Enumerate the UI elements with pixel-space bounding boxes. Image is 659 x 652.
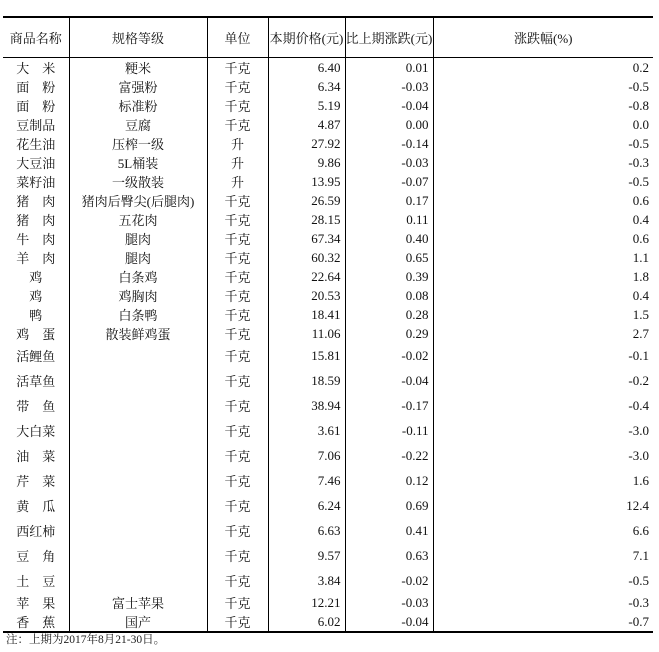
unit-cell: 千克: [207, 612, 268, 632]
table-row: [3, 172, 653, 191]
price-cell: 13.95: [268, 172, 345, 191]
unit-cell: 千克: [207, 191, 268, 210]
unit-cell: 千克: [207, 267, 268, 286]
item-name-cell: 带 鱼: [16, 399, 56, 414]
spec-cell: 腿肉: [69, 229, 207, 248]
spec-cell: 白条鸭: [69, 305, 207, 324]
change-cell: 0.11: [345, 210, 433, 229]
item-name-cell: 大白菜: [16, 424, 56, 439]
unit-cell: 千克: [207, 77, 268, 96]
price-cell: 3.61: [268, 418, 345, 443]
spec-cell: 压榨一级: [69, 134, 207, 153]
unit-cell: 升: [207, 134, 268, 153]
table-row: [3, 393, 653, 418]
change-pct-cell: -3.0: [433, 418, 653, 443]
change-cell: -0.03: [345, 77, 433, 96]
table-row: [3, 248, 653, 267]
spec-cell: [69, 493, 207, 518]
change-cell: -0.17: [345, 393, 433, 418]
item-name-cell: 面 粉: [16, 80, 56, 95]
change-pct-cell: -0.4: [433, 393, 653, 418]
table-row: [3, 267, 653, 286]
change-pct-cell: 1.6: [433, 468, 653, 493]
spec-cell: 标准粉: [69, 96, 207, 115]
price-cell: 6.40: [268, 58, 345, 78]
change-cell: 0.39: [345, 267, 433, 286]
change-pct-cell: 12.4: [433, 493, 653, 518]
spec-cell: 五花肉: [69, 210, 207, 229]
item-name-cell: 大 米: [16, 61, 56, 76]
unit-cell: 升: [207, 172, 268, 191]
spec-cell: [69, 443, 207, 468]
table-row: [3, 443, 653, 468]
change-cell: 0.01: [345, 58, 433, 78]
price-table: [3, 16, 653, 633]
item-name-cell: 鸡 蛋: [16, 327, 56, 342]
spec-cell: 富士苹果: [69, 593, 207, 612]
price-cell: 6.24: [268, 493, 345, 518]
unit-cell: 千克: [207, 229, 268, 248]
spec-cell: [69, 418, 207, 443]
change-pct-cell: -0.5: [433, 77, 653, 96]
change-pct-cell: -0.7: [433, 612, 653, 632]
item-name-cell: 羊 肉: [16, 251, 56, 266]
price-cell: 6.02: [268, 612, 345, 632]
price-cell: 9.57: [268, 543, 345, 568]
spec-cell: [69, 343, 207, 368]
price-cell: 5.19: [268, 96, 345, 115]
item-name-cell: 大豆油: [16, 156, 56, 171]
spec-cell: [69, 468, 207, 493]
unit-cell: 千克: [207, 443, 268, 468]
change-cell: -0.04: [345, 368, 433, 393]
price-cell: 15.81: [268, 343, 345, 368]
spec-cell: 5L桶装: [69, 153, 207, 172]
header-name: 商品名称: [3, 17, 69, 58]
table-row: [3, 96, 653, 115]
spec-cell: 一级散装: [69, 172, 207, 191]
table-body: [3, 58, 653, 633]
table-row: [3, 229, 653, 248]
table-row: [3, 58, 653, 78]
table-row: [3, 134, 653, 153]
spec-cell: 散装鲜鸡蛋: [69, 324, 207, 343]
table-row: [3, 418, 653, 443]
item-name-cell: 猪 肉: [16, 213, 56, 228]
item-name-cell: 土 豆: [16, 574, 56, 589]
change-cell: -0.11: [345, 418, 433, 443]
unit-cell: 千克: [207, 343, 268, 368]
unit-cell: 千克: [207, 368, 268, 393]
price-cell: 22.64: [268, 267, 345, 286]
unit-cell: 千克: [207, 248, 268, 267]
change-pct-cell: 6.6: [433, 518, 653, 543]
change-pct-cell: 2.7: [433, 324, 653, 343]
header-unit: 单位: [207, 17, 268, 58]
spec-cell: [69, 518, 207, 543]
change-cell: -0.02: [345, 343, 433, 368]
change-cell: 0.28: [345, 305, 433, 324]
change-pct-cell: -0.5: [433, 568, 653, 593]
item-name-cell: 苹 果: [16, 596, 56, 611]
unit-cell: 千克: [207, 418, 268, 443]
price-cell: 38.94: [268, 393, 345, 418]
price-cell: 3.84: [268, 568, 345, 593]
table-row: [3, 210, 653, 229]
price-cell: 28.15: [268, 210, 345, 229]
item-name-cell: 活草鱼: [16, 374, 56, 389]
change-cell: -0.14: [345, 134, 433, 153]
price-cell: 26.59: [268, 191, 345, 210]
price-cell: 18.41: [268, 305, 345, 324]
price-cell: 4.87: [268, 115, 345, 134]
item-name-cell: 鸡: [29, 270, 43, 285]
unit-cell: 千克: [207, 324, 268, 343]
spec-cell: 白条鸡: [69, 267, 207, 286]
table-row: [3, 343, 653, 368]
change-pct-cell: 0.6: [433, 229, 653, 248]
table-row: [3, 468, 653, 493]
change-cell: -0.03: [345, 593, 433, 612]
spec-cell: [69, 543, 207, 568]
unit-cell: 千克: [207, 286, 268, 305]
price-cell: 20.53: [268, 286, 345, 305]
item-name-cell: 香 蕉: [16, 615, 56, 630]
change-cell: -0.07: [345, 172, 433, 191]
unit-cell: 千克: [207, 115, 268, 134]
change-pct-cell: 7.1: [433, 543, 653, 568]
unit-cell: 千克: [207, 493, 268, 518]
header-change: 比上期涨跌(元): [345, 17, 433, 58]
table-row: [3, 612, 653, 632]
change-cell: -0.04: [345, 96, 433, 115]
change-pct-cell: 0.0: [433, 115, 653, 134]
change-pct-cell: -0.3: [433, 593, 653, 612]
change-cell: -0.02: [345, 568, 433, 593]
table-row: [3, 493, 653, 518]
header-change-pct: 涨跌幅(%): [433, 17, 653, 58]
table-row: [3, 568, 653, 593]
table-row: [3, 286, 653, 305]
price-cell: 12.21: [268, 593, 345, 612]
spec-cell: 猪肉后臀尖(后腿肉): [69, 191, 207, 210]
change-pct-cell: 0.6: [433, 191, 653, 210]
table-row: [3, 543, 653, 568]
change-cell: 0.63: [345, 543, 433, 568]
unit-cell: 千克: [207, 210, 268, 229]
change-pct-cell: 1.1: [433, 248, 653, 267]
table-row: [3, 324, 653, 343]
item-name-cell: 豆制品: [16, 118, 56, 133]
unit-cell: 千克: [207, 518, 268, 543]
price-cell: 60.32: [268, 248, 345, 267]
change-pct-cell: -0.8: [433, 96, 653, 115]
unit-cell: 千克: [207, 96, 268, 115]
change-cell: -0.03: [345, 153, 433, 172]
price-cell: 67.34: [268, 229, 345, 248]
change-cell: 0.65: [345, 248, 433, 267]
unit-cell: 升: [207, 153, 268, 172]
item-name-cell: 菜籽油: [16, 175, 56, 190]
price-cell: 18.59: [268, 368, 345, 393]
change-pct-cell: -0.3: [433, 153, 653, 172]
change-cell: 0.08: [345, 286, 433, 305]
price-cell: 6.34: [268, 77, 345, 96]
unit-cell: 千克: [207, 568, 268, 593]
price-cell: 9.86: [268, 153, 345, 172]
price-cell: 11.06: [268, 324, 345, 343]
price-cell: 27.92: [268, 134, 345, 153]
change-pct-cell: -0.5: [433, 134, 653, 153]
price-cell: 7.46: [268, 468, 345, 493]
change-cell: 0.40: [345, 229, 433, 248]
item-name-cell: 芹 菜: [16, 474, 56, 489]
item-name-cell: 鸭: [29, 308, 43, 323]
change-pct-cell: 0.4: [433, 286, 653, 305]
change-cell: 0.29: [345, 324, 433, 343]
table-row: [3, 115, 653, 134]
unit-cell: 千克: [207, 593, 268, 612]
change-pct-cell: 1.5: [433, 305, 653, 324]
spec-cell: [69, 393, 207, 418]
spec-cell: 粳米: [69, 58, 207, 78]
table-row: [3, 305, 653, 324]
header-spec: 规格等级: [69, 17, 207, 58]
item-name-cell: 活鲤鱼: [16, 349, 56, 364]
change-pct-cell: -3.0: [433, 443, 653, 468]
spec-cell: 国产: [69, 612, 207, 632]
item-name-cell: 油 菜: [16, 449, 56, 464]
spec-cell: 鸡胸肉: [69, 286, 207, 305]
footnote: 注：上期为2017年8月21-30日。: [6, 634, 166, 646]
unit-cell: 千克: [207, 543, 268, 568]
item-name-cell: 牛 肉: [16, 232, 56, 247]
spec-cell: 腿肉: [69, 248, 207, 267]
change-cell: -0.04: [345, 612, 433, 632]
unit-cell: 千克: [207, 468, 268, 493]
change-cell: -0.22: [345, 443, 433, 468]
table-row: [3, 368, 653, 393]
change-pct-cell: 1.8: [433, 267, 653, 286]
change-pct-cell: -0.2: [433, 368, 653, 393]
table-row: [3, 518, 653, 543]
change-pct-cell: 0.2: [433, 58, 653, 78]
item-name-cell: 猪 肉: [16, 194, 56, 209]
price-cell: 7.06: [268, 443, 345, 468]
table-row: [3, 77, 653, 96]
item-name-cell: 花生油: [16, 137, 56, 152]
change-cell: 0.17: [345, 191, 433, 210]
change-cell: 0.00: [345, 115, 433, 134]
table-row: [3, 191, 653, 210]
spec-cell: 豆腐: [69, 115, 207, 134]
header-price: 本期价格(元): [268, 17, 345, 58]
unit-cell: 千克: [207, 58, 268, 78]
change-pct-cell: -0.5: [433, 172, 653, 191]
unit-cell: 千克: [207, 305, 268, 324]
change-pct-cell: 0.4: [433, 210, 653, 229]
unit-cell: 千克: [207, 393, 268, 418]
spec-cell: [69, 568, 207, 593]
change-cell: 0.69: [345, 493, 433, 518]
item-name-cell: 面 粉: [16, 99, 56, 114]
item-name-cell: 鸡: [29, 289, 43, 304]
item-name-cell: 豆 角: [16, 549, 56, 564]
table-row: [3, 153, 653, 172]
spec-cell: 富强粉: [69, 77, 207, 96]
item-name-cell: 西红柿: [16, 524, 56, 539]
change-cell: 0.12: [345, 468, 433, 493]
spec-cell: [69, 368, 207, 393]
header-row: [3, 17, 653, 58]
change-pct-cell: -0.1: [433, 343, 653, 368]
price-cell: 6.63: [268, 518, 345, 543]
item-name-cell: 黄 瓜: [16, 499, 56, 514]
table-row: [3, 593, 653, 612]
change-cell: 0.41: [345, 518, 433, 543]
